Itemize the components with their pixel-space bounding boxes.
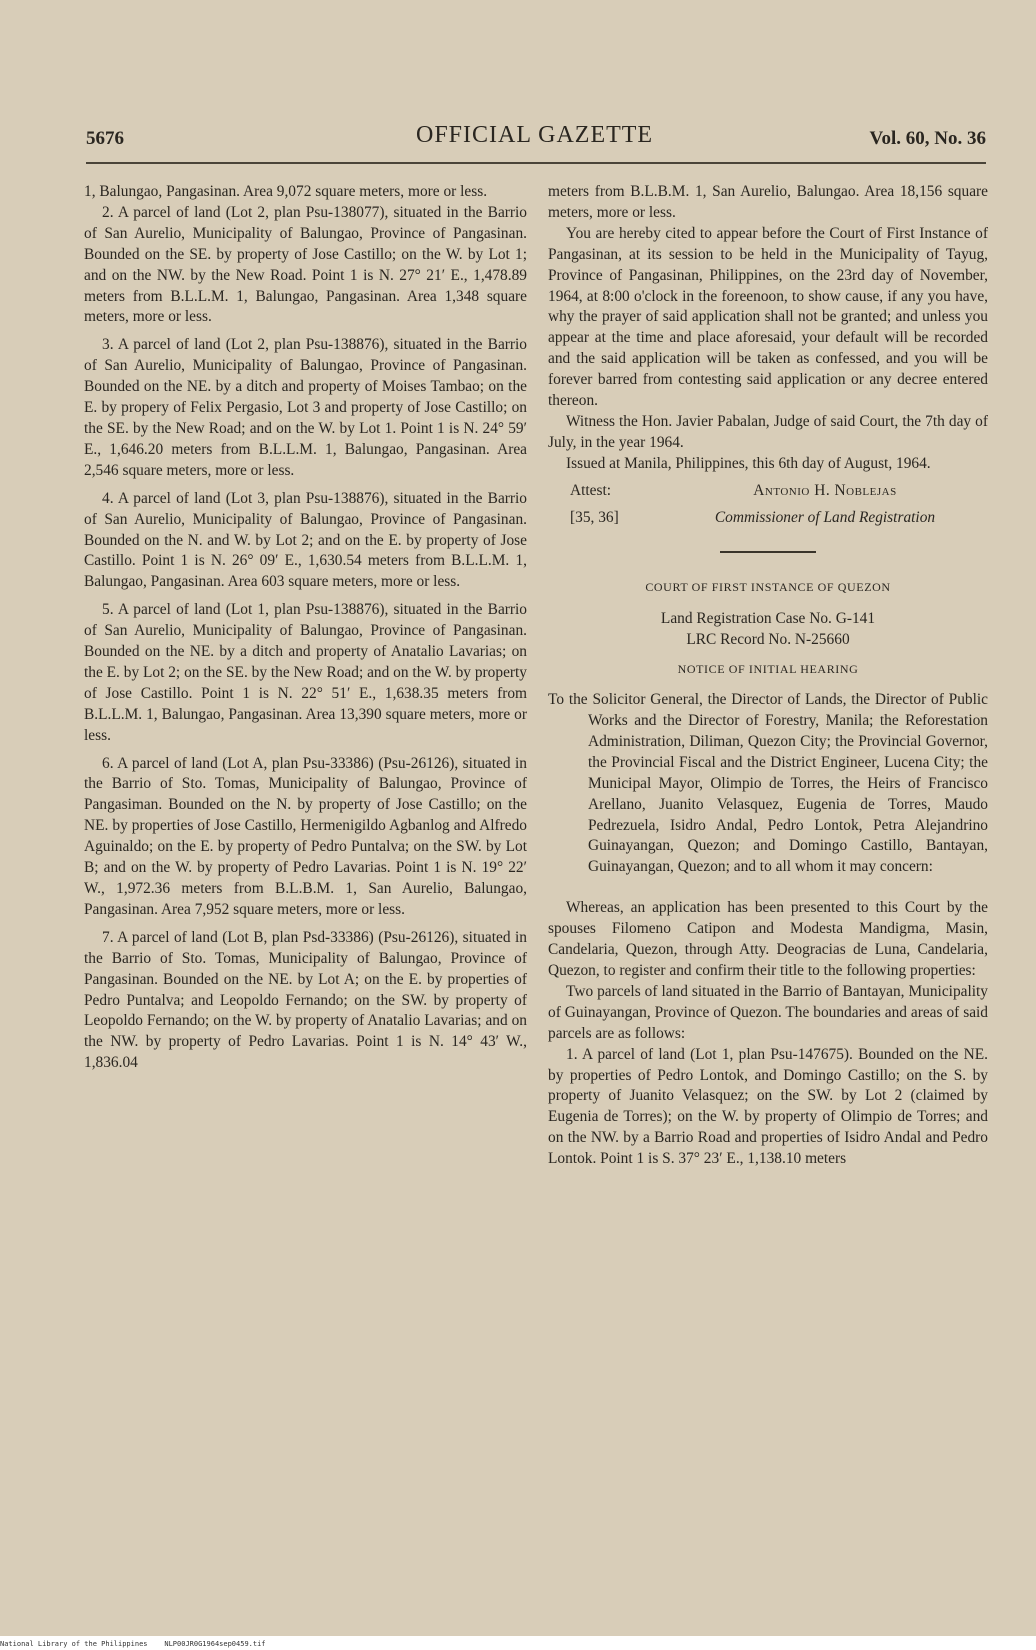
paragraph: meters from B.L.B.M. 1, San Aurelio, Balungao. Area 18,156 square meters, more or less. — [548, 183, 988, 221]
attest-line — [548, 481, 988, 502]
parcel-4: 4. A parcel of land (Lot 3, plan Psu-138876), situated in the Barrio of San Aurelio, Municipality of Balungao, Province of Pangasinan. Bounded on the N. and W. by Lot 2; and on the E. by property of Jose Castillo. Point 1 is N. 26° 09′ E., 1,630.54 meters from B.L.L.M. 1, Balungao, Pangasinan. Area 603 square meters, more or less. — [84, 489, 527, 591]
page-title: OFFICIAL GAZETTE — [416, 122, 654, 148]
section-divider — [720, 551, 816, 553]
whereas-paragraph: Whereas, an application has been presented to this Court by the spouses Filomeno Catipon and Modesta Mandigma, Masin, Candelaria, Quezon, through Atty. Deogracias de Luna, Candelaria, Quezon, to register and confirm their title to the following properties: — [548, 899, 988, 979]
record-number: LRC Record No. N-25660 — [686, 631, 850, 649]
attest-title-line — [548, 508, 988, 529]
parcels-intro: Two parcels of land situated in the Barrio of Bantayan, Municipality of Guinayangan, Province of Quezon. The boundaries and areas of said parcels are as follows: — [548, 982, 988, 1042]
case-number: Land Registration Case No. G-141 — [660, 610, 876, 628]
file-name: NLP00JR0G1964sep0459.tif — [164, 1640, 266, 1648]
citation-paragraph: You are hereby cited to appear before the Court of First Instance of Pangasinan, at its session to be held in the Municipality of Tayug, Province of Pangasinan, Philippines, on the 23rd day of November, 1964, at 8:00 o'clock in the foreenoon, to show cause, if any you have, why the prayer of said application shall not be granted; and unless you appear at the time and place aforesaid, your default will be recorded and the said application will be taken as confessed, and you will be forever barred from contesting said application or any decree entered thereon. — [548, 224, 988, 410]
left-column — [84, 182, 527, 1074]
parcel-5: 5. A parcel of land (Lot 1, plan Psu-138876), situated in the Barrio of San Aurelio, Municipality of Balungao, Province of Pangasinan. Bounded on the NE. by a ditch and property of Anatalio Lavarias; on the E. by Lot 2; on the SE. by the New Road; and on the W. by property of Jose Castillo. Point 1 is N. 22° 51′ E., 1,638.35 meters from B.L.L.M. 1, Balungao, Pangasinan. Area 13,390 square meters, more or less. — [84, 601, 527, 744]
attest-name: Antonio H. Noblejas — [753, 481, 897, 499]
attest-label: Attest: — [570, 481, 612, 499]
right-column — [548, 182, 988, 1170]
parcel-1: 1. A parcel of land (Lot 1, plan Psu-147675). Bounded on the NE. by properties of Pedro Lontok, and Domingo Castillo; on the S. by property of Juanito Velasquez; on the SW. by Lot 2 (claimed by Eugenia de Torres); on the W. by property of Olimpio de Torres; and on the NW. by a Barrio Road and properties of Isidro Andal and Pedro Lontok. Point 1 is S. 37° 23′ E., 1,138.10 meters — [548, 1045, 988, 1168]
attest-title: Commissioner of Land Registration — [714, 508, 936, 526]
paragraph: 1, Balungao, Pangasinan. Area 9,072 square meters, more or less. — [84, 183, 488, 200]
page-header — [86, 122, 986, 162]
scan-footer — [0, 1638, 1036, 1650]
parcel-2: 2. A parcel of land (Lot 2, plan Psu-138077), situated in the Barrio of San Aurelio, Municipality of Balungao, Province of Pangasinan. Bounded on the SE. by property of Jose Castillo; on the W. by Lot 1; and on the NW. by the New Road. Point 1 is N. 27° 21′ E., 1,478.89 meters from B.L.L.M. 1, Balungao, Pangasinan. Area 1,348 square meters, more or less. — [84, 203, 527, 326]
volume-number: Vol. 60, No. 36 — [869, 128, 986, 149]
issued-paragraph: Issued at Manila, Philippines, this 6th day of August, 1964. — [566, 454, 931, 472]
page-number: 5676 — [86, 128, 124, 149]
parcel-7: 7. A parcel of land (Lot B, plan Psd-33386) (Psu-26126), situated in the Barrio of Sto. Tomas, Municipality of Balungao, Province of Pangasinan. Bounded on the NE. by Lot A; on the E. by properties of Pedro Puntalva; and Leopoldo Fernando; on the SW. by property of Leopoldo Fernando; on the W. by property of Anatalio Lavarias; and on the NW. by property of Pedro Lavarias. Point 1 is N. 14° 43′ W., 1,836.04 — [84, 928, 527, 1072]
witness-paragraph: Witness the Hon. Javier Pabalan, Judge of said Court, the 7th day of July, in the year 1964. — [548, 412, 988, 451]
parcel-6: 6. A parcel of land (Lot A, plan Psu-33386) (Psu-26126), situated in the Barrio of Sto. Tomas, Municipality of Balungao, Province of Pangasiman. Bounded on the N. by property of Jose Castillo; on the NE. by properties of Jose Castillo, Hermenigildo Agbanlog and Alfredo Aguinaldo; on the E. by property of Pedro Puntalva; on the SW. by Lot B; and on the W. by property of Pedro Lavarias. Point 1 is N. 19° 22′ W., 1,972.36 meters from B.L.B.M. 1, San Aurelio, Balungao, Pangasinan. Area 7,952 square meters, more or less. — [84, 754, 527, 918]
library-credit: National Library of the Philippines — [0, 1640, 148, 1648]
addressee-paragraph: To the Solicitor General, the Director of Lands, the Director of Public Works and the Director of Forestry, Manila; the Reforestation Administration, Diliman, Quezon City; the Provincial Governor, the Provincial Fiscal and the District Engineer, Lucena City; the Municipal Mayor, Olimpio de Torres, the Heirs of Francisco Arellano, Juanito Velasquez, Eugenia de Torres, Maudo Pedrezuela, Isidro Andal, Pedro Lontok, Petra Alejandrino Guinayangan, Quezon; and Domingo Castillo, Bantayan, Guinayangan, Quezon; and to all whom it may concern: — [548, 691, 988, 876]
notice-heading: NOTICE OF INITIAL HEARING — [677, 662, 859, 677]
issue-reference: [35, 36] — [570, 508, 619, 526]
court-heading: COURT OF FIRST INSTANCE OF QUEZON — [645, 579, 891, 594]
parcel-3: 3. A parcel of land (Lot 2, plan Psu-138876), situated in the Barrio of San Aurelio, Municipality of Balungao, Province of Pangasinan. Bounded on the NE. by a ditch and property of Moises Tambao; on the E. by propery of Felix Pergasio, Lot 3 and property of Jose Castillo; on the SE. by the New Road; and on the W. by Lot 1. Point 1 is N. 24° 59′ E., 1,646.20 meters from B.L.L.M. 1, Balungao, Pangasinan. Area 2,546 square meters, more or less. — [84, 336, 527, 479]
header-rule — [86, 162, 986, 164]
